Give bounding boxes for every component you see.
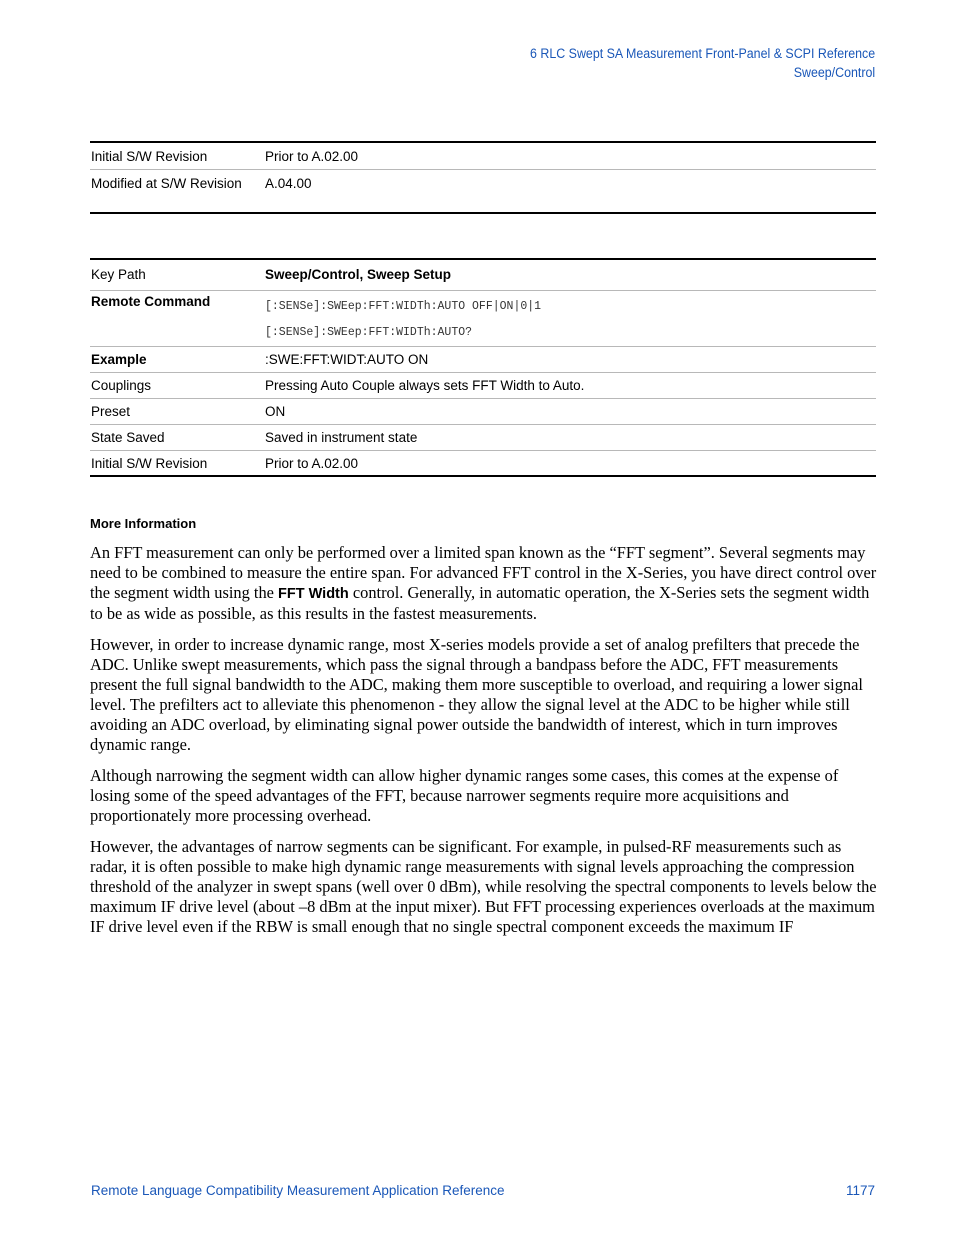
row-value: A.04.00 xyxy=(265,175,312,191)
paragraph: However, in order to increase dynamic range, most X-series models provide a set of analog prefilters that precede the ADC. Unlike swept measurements, which pass the signal through a bandpass before the ADC, FFT measurements present the full signal bandwidth to the ADC, making them more susceptible to overload, and requiring a lower signal level. The prefilters act to alleviate this phenomenon - they allow the signal level at the ADC to be higher while still avoiding an ADC overload, by eliminating signal power outside the bandwidth of interest, which in turn improves dynamic range. xyxy=(90,635,863,754)
row-key: Couplings xyxy=(91,377,152,393)
row-key: Initial S/W Revision xyxy=(91,455,208,471)
row-key: Modified at S/W Revision xyxy=(91,175,242,191)
row-value: Saved in instrument state xyxy=(265,429,418,445)
revision-table xyxy=(90,141,876,214)
chapter-title: 6 RLC Swept SA Measurement Front-Panel & SCPI Reference xyxy=(529,46,875,61)
row-value: :SWE:FFT:WIDT:AUTO ON xyxy=(265,351,429,367)
row-key: Example xyxy=(91,351,147,367)
row-value: Pressing Auto Couple always sets FFT Width to Auto. xyxy=(265,377,585,393)
table-row xyxy=(90,290,876,346)
command-line: [:SENSe]:SWEep:FFT:WIDTh:AUTO OFF|ON|0|1 xyxy=(265,299,542,313)
paragraph: Although narrowing the segment width can allow higher dynamic ranges some cases, this comes at the expense of losing some of the speed advantages of the FFT, because narrower segments require more acquisitions and proportionately more processing overhead. xyxy=(90,766,839,825)
row-value: Prior to A.02.00 xyxy=(265,455,359,471)
running-header xyxy=(530,44,875,82)
paragraph: However, the advantages of narrow segments can be significant. For example, in pulsed-RF measurements such as radar, it is often possible to make high dynamic range measurements with signal levels approaching the compression threshold of the analyzer in swept spans (well over 0 dBm), while resolving the spectral components to levels below the maximum IF drive level (about –8 dBm at the input mixer). But FFT processing experiences overloads at the maximum IF drive level even if the RBW is small enough that no single spectral component exceeds the maximum IF xyxy=(90,837,877,936)
table-row xyxy=(90,372,876,398)
row-value: Sweep/Control, Sweep Setup xyxy=(265,267,452,282)
row-key: State Saved xyxy=(91,429,165,445)
body-text xyxy=(90,543,880,948)
row-value: ON xyxy=(265,403,286,419)
paragraph xyxy=(90,543,880,624)
row-key: Remote Command xyxy=(91,293,211,309)
table-row xyxy=(90,398,876,424)
paragraph-text: control. Generally, in automatic operation, the X-Series sets the segment width to be as wide as possible, as this results in the fastest measurements. xyxy=(90,583,870,623)
page-number: 1177 xyxy=(845,1183,875,1198)
fft-width-auto-table xyxy=(90,258,876,477)
footer-title: Remote Language Compatibility Measurement Application Reference xyxy=(91,1183,505,1198)
row-value xyxy=(265,290,876,346)
section-title: Sweep/Control xyxy=(793,65,875,80)
table-row xyxy=(90,346,876,372)
more-information-heading: More Information xyxy=(90,516,197,531)
row-key: Initial S/W Revision xyxy=(91,149,208,164)
row-key: Key Path xyxy=(91,267,146,282)
table-row xyxy=(90,424,876,450)
table-row xyxy=(90,142,876,169)
paragraph-text: An FFT measurement can only be performed over a limited span known as the “FFT segment”. Several segments may need to be combined to measure the entire span. For advanced FFT control in the X-Series, you have direct control over the segment width using the xyxy=(90,543,877,602)
table-row xyxy=(90,259,876,290)
table-row xyxy=(90,169,876,213)
fft-width-keyword: FFT Width xyxy=(278,586,349,602)
table-row xyxy=(90,450,876,476)
query-line: [:SENSe]:SWEep:FFT:WIDTh:AUTO? xyxy=(265,325,473,339)
row-key: Preset xyxy=(91,403,131,419)
row-value: Prior to A.02.00 xyxy=(265,149,359,164)
